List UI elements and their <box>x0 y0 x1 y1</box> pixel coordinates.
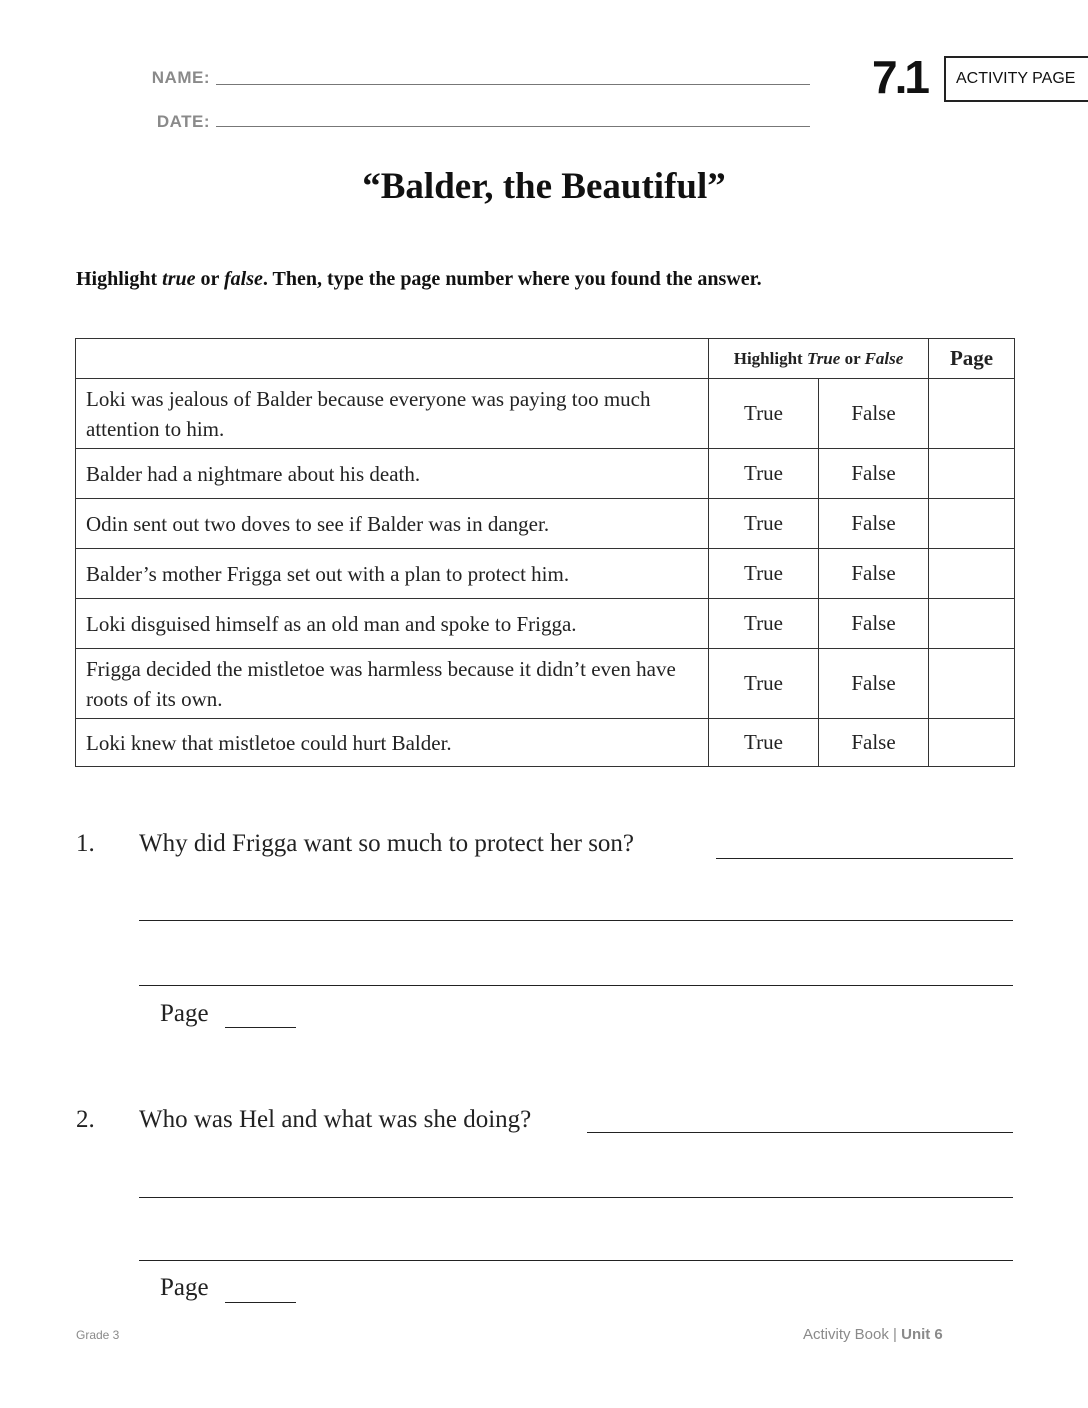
true-option[interactable]: True <box>709 379 819 449</box>
name-label: NAME: <box>151 68 210 87</box>
page-cell[interactable] <box>929 649 1015 719</box>
statement-cell: Loki disguised himself as an old man and spoke to Frigga. <box>76 599 709 649</box>
true-option[interactable]: True <box>709 549 819 599</box>
question-1-number: 1. <box>76 830 95 857</box>
table-row <box>76 379 1015 449</box>
true-false-table <box>75 338 1015 767</box>
false-option[interactable]: False <box>819 599 929 649</box>
statement-cell: Balder had a nightmare about his death. <box>76 449 709 499</box>
page-cell[interactable] <box>929 379 1015 449</box>
question-2-text: Who was Hel and what was she doing? <box>139 1106 532 1133</box>
table-row <box>76 599 1015 649</box>
false-option[interactable]: False <box>819 719 929 767</box>
page-cell[interactable] <box>929 719 1015 767</box>
table-row <box>76 499 1015 549</box>
table-row <box>76 719 1015 767</box>
page-header: Page <box>929 339 1015 379</box>
false-option[interactable]: False <box>819 649 929 719</box>
statement-cell: Loki was jealous of Balder because everyone was paying too much attention to him. <box>76 379 709 449</box>
activity-page-badge: ACTIVITY PAGE <box>944 56 1088 102</box>
true-option[interactable]: True <box>709 499 819 549</box>
false-option[interactable]: False <box>819 379 929 449</box>
page-cell[interactable] <box>929 549 1015 599</box>
answer-2-line-2[interactable] <box>139 1197 1013 1198</box>
true-option[interactable]: True <box>709 599 819 649</box>
true-option[interactable]: True <box>709 719 819 767</box>
table-header-row <box>76 339 1015 379</box>
true-option[interactable]: True <box>709 449 819 499</box>
footer-grade: Grade 3 <box>76 1328 120 1342</box>
page-cell[interactable] <box>929 599 1015 649</box>
answer-2-line-1[interactable] <box>587 1132 1013 1133</box>
question-1-text: Why did Frigga want so much to protect her son? <box>139 830 635 857</box>
answer-1-line-3[interactable] <box>139 985 1013 986</box>
true-option[interactable]: True <box>709 649 819 719</box>
page-cell[interactable] <box>929 449 1015 499</box>
false-option[interactable]: False <box>819 499 929 549</box>
page-title: “Balder, the Beautiful” <box>362 166 726 207</box>
false-option[interactable]: False <box>819 449 929 499</box>
question-2-number: 2. <box>76 1106 95 1133</box>
statement-header <box>76 339 709 379</box>
date-label: DATE: <box>156 112 210 131</box>
table-row <box>76 649 1015 719</box>
statement-cell: Balder’s mother Frigga set out with a plan to protect him. <box>76 549 709 599</box>
page-cell[interactable] <box>929 499 1015 549</box>
highlight-header: Highlight True or False <box>709 339 929 379</box>
date-field[interactable] <box>216 126 810 127</box>
instructions: Highlight true or false. Then, type the page number where you found the answer. <box>76 268 762 290</box>
footer-book-unit: Activity Book | Unit 6 <box>803 1326 943 1343</box>
question-2-page-label: Page <box>160 1274 209 1301</box>
question-1-page-blank[interactable] <box>225 1027 296 1028</box>
name-field[interactable] <box>216 84 810 85</box>
question-1-page-label: Page <box>160 1000 209 1027</box>
activity-number: 7.1 <box>872 51 927 103</box>
answer-2-line-3[interactable] <box>139 1260 1013 1261</box>
false-option[interactable]: False <box>819 549 929 599</box>
statement-cell: Frigga decided the mistletoe was harmless because it didn’t even have roots of its own. <box>76 649 709 719</box>
question-2-page-blank[interactable] <box>225 1302 296 1303</box>
table-row <box>76 549 1015 599</box>
statement-cell: Odin sent out two doves to see if Balder was in danger. <box>76 499 709 549</box>
table-row <box>76 449 1015 499</box>
statement-cell: Loki knew that mistletoe could hurt Balder. <box>76 719 709 767</box>
answer-1-line-2[interactable] <box>139 920 1013 921</box>
answer-1-line-1[interactable] <box>716 858 1013 859</box>
